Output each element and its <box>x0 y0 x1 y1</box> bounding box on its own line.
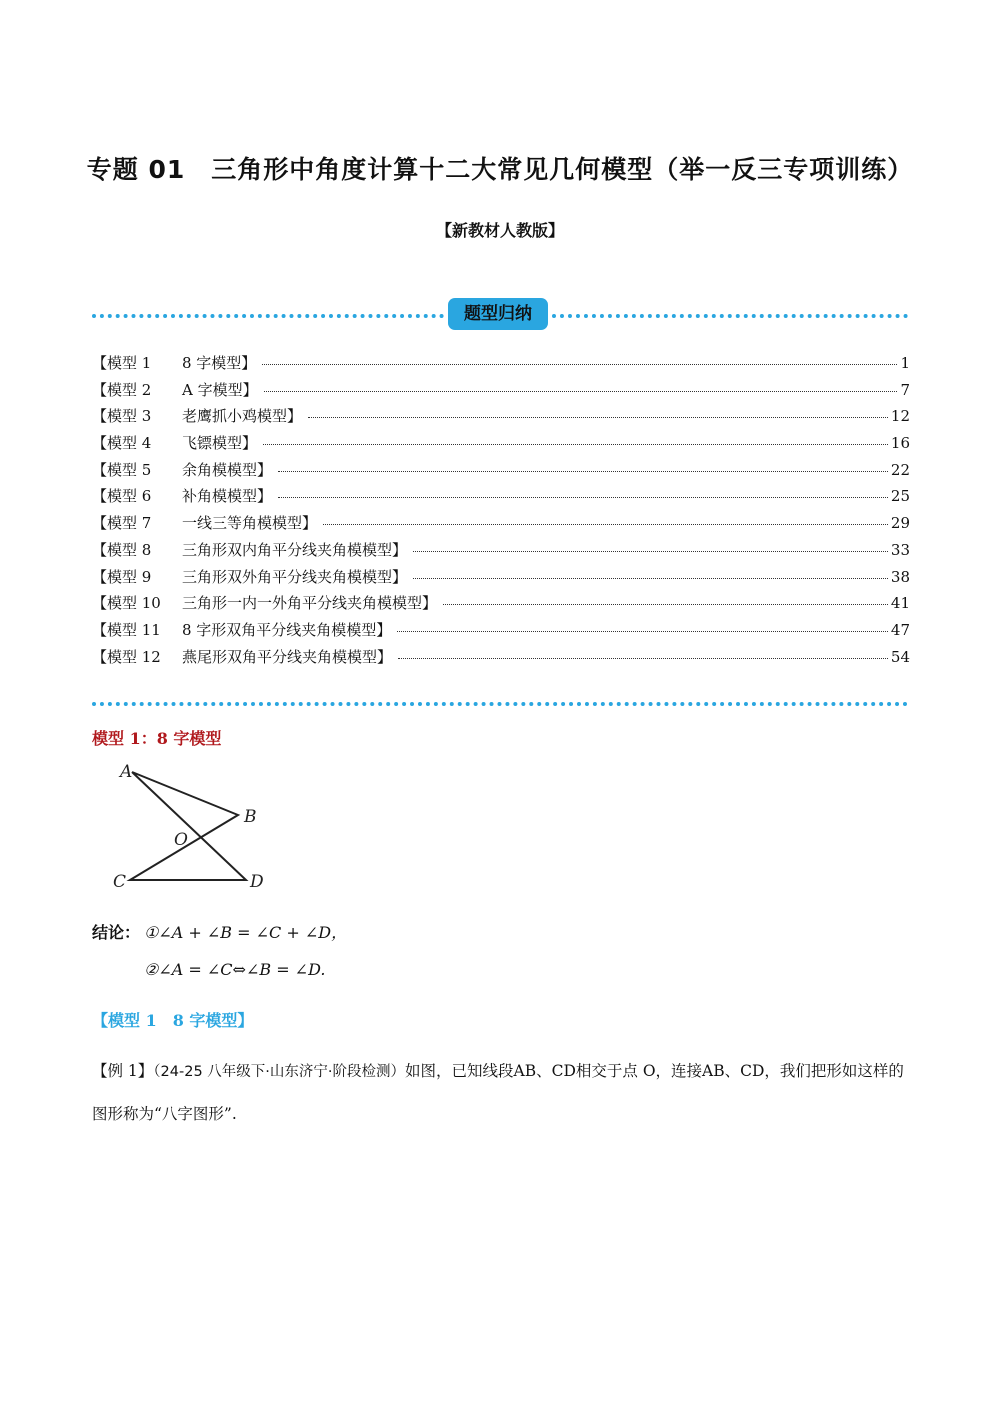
toc-entry[interactable] <box>92 619 910 646</box>
toc-model-title: 飞镖模型】 <box>182 434 258 453</box>
toc-model-number: 【模型 6 <box>92 487 152 506</box>
toc-model-number: 【模型 12 <box>92 647 161 666</box>
toc-model-number: 【模型 1 <box>92 354 152 372</box>
toc-leader-dots <box>278 497 888 498</box>
table-of-contents <box>92 352 910 672</box>
toc-model-title: 余角模模型】 <box>182 460 273 479</box>
toc-leader-dots <box>262 364 897 365</box>
example-source: （24-25 八年级下·山东济宁·阶段检测） <box>153 1064 406 1080</box>
edition-subtitle: 【新教材人教版】 <box>435 221 564 240</box>
toc-model-title: 补角模模型】 <box>182 487 273 506</box>
toc-leader-dots <box>397 631 888 632</box>
toc-model-title: 一线三等角模模型】 <box>182 514 318 533</box>
example-1 <box>92 1050 910 1135</box>
toc-model-title: 8 字模型】 <box>182 354 257 372</box>
toc-page-number: 25 <box>890 487 910 506</box>
toc-page-number: 22 <box>890 460 910 479</box>
model-heading: 模型 1：8 字模型 <box>92 729 222 748</box>
toc-entry[interactable] <box>92 592 910 619</box>
toc-model-number: 【模型 5 <box>92 460 152 479</box>
toc-entry[interactable] <box>92 459 910 486</box>
toc-leader-dots <box>398 658 888 659</box>
toc-entry[interactable] <box>92 379 910 406</box>
figure-lines <box>130 772 246 880</box>
page-title: 专题 01 三角形中角度计算十二大常见几何模型（举一反三专项训练） <box>86 155 914 184</box>
toc-leader-dots <box>323 524 888 525</box>
toc-model-title: 三角形双外角平分线夹角模模型】 <box>182 567 408 586</box>
toc-leader-dots <box>308 417 888 418</box>
toc-model-title: 8 字形双角平分线夹角模模型】 <box>182 620 392 639</box>
toc-model-title: 老鹰抓小鸡模型】 <box>182 407 303 426</box>
toc-model-number: 【模型 10 <box>92 594 161 613</box>
toc-model-title: 燕尾形双角平分线夹角模模型】 <box>182 647 393 666</box>
toc-entry[interactable] <box>92 646 910 673</box>
toc-page-number: 29 <box>890 514 910 533</box>
toc-leader-dots <box>263 444 888 445</box>
example-text: 如图，已知线段AB、CD相交于点 O，连接AB、CD，我们把形如这样的图形称为“八字图形”. <box>92 1062 904 1123</box>
model-1-tag: 【模型 1 8 字模型】 <box>92 1011 254 1030</box>
toc-leader-dots <box>278 471 888 472</box>
toc-entry[interactable] <box>92 432 910 459</box>
toc-entry[interactable] <box>92 352 910 379</box>
toc-page-number: 16 <box>890 434 910 453</box>
toc-model-number: 【模型 9 <box>92 567 152 586</box>
toc-model-number: 【模型 8 <box>92 540 152 559</box>
toc-leader-dots <box>264 391 898 392</box>
toc-entry[interactable] <box>92 405 910 432</box>
toc-model-title: 三角形双内角平分线夹角模模型】 <box>182 540 408 559</box>
toc-model-number: 【模型 11 <box>92 620 161 639</box>
conclusion-formula-2: ②∠A = ∠C⇔∠B = ∠D. <box>144 960 326 979</box>
toc-page-number: 38 <box>890 567 910 586</box>
toc-model-number: 【模型 7 <box>92 514 152 533</box>
example-prefix: 【例 1】 <box>92 1062 154 1080</box>
label-O: O <box>174 830 188 850</box>
toc-leader-dots <box>413 578 888 579</box>
toc-page-number: 41 <box>890 594 910 613</box>
toc-page-number: 12 <box>890 407 910 426</box>
conclusion-label: 结论： <box>92 923 141 942</box>
divider-right <box>552 314 908 318</box>
section-badge: 题型归纳 <box>448 298 548 330</box>
toc-page-number: 33 <box>890 540 910 559</box>
toc-page-number: 7 <box>900 380 910 399</box>
toc-leader-dots <box>443 604 888 605</box>
toc-entry[interactable] <box>92 485 910 512</box>
toc-leader-dots <box>413 551 888 552</box>
toc-model-number: 【模型 3 <box>92 407 152 426</box>
conclusion-formula-1: ①∠A + ∠B = ∠C + ∠D， <box>144 923 348 942</box>
toc-model-title: 三角形一内一外角平分线夹角模模型】 <box>182 594 438 613</box>
divider-bottom <box>92 702 908 706</box>
label-D: D <box>250 872 264 892</box>
label-A: A <box>120 762 133 782</box>
divider-left <box>92 314 444 318</box>
label-B: B <box>244 807 257 827</box>
toc-model-number: 【模型 4 <box>92 434 152 453</box>
toc-entry[interactable] <box>92 512 910 539</box>
label-C: C <box>113 872 127 892</box>
toc-page-number: 1 <box>900 354 910 372</box>
figure-8-model <box>110 760 280 899</box>
toc-model-title: A 字模型】 <box>182 380 258 399</box>
toc-page-number: 47 <box>890 620 910 639</box>
toc-page-number: 54 <box>890 647 910 666</box>
toc-entry[interactable] <box>92 566 910 593</box>
toc-entry[interactable] <box>92 539 910 566</box>
toc-model-number: 【模型 2 <box>92 380 152 399</box>
